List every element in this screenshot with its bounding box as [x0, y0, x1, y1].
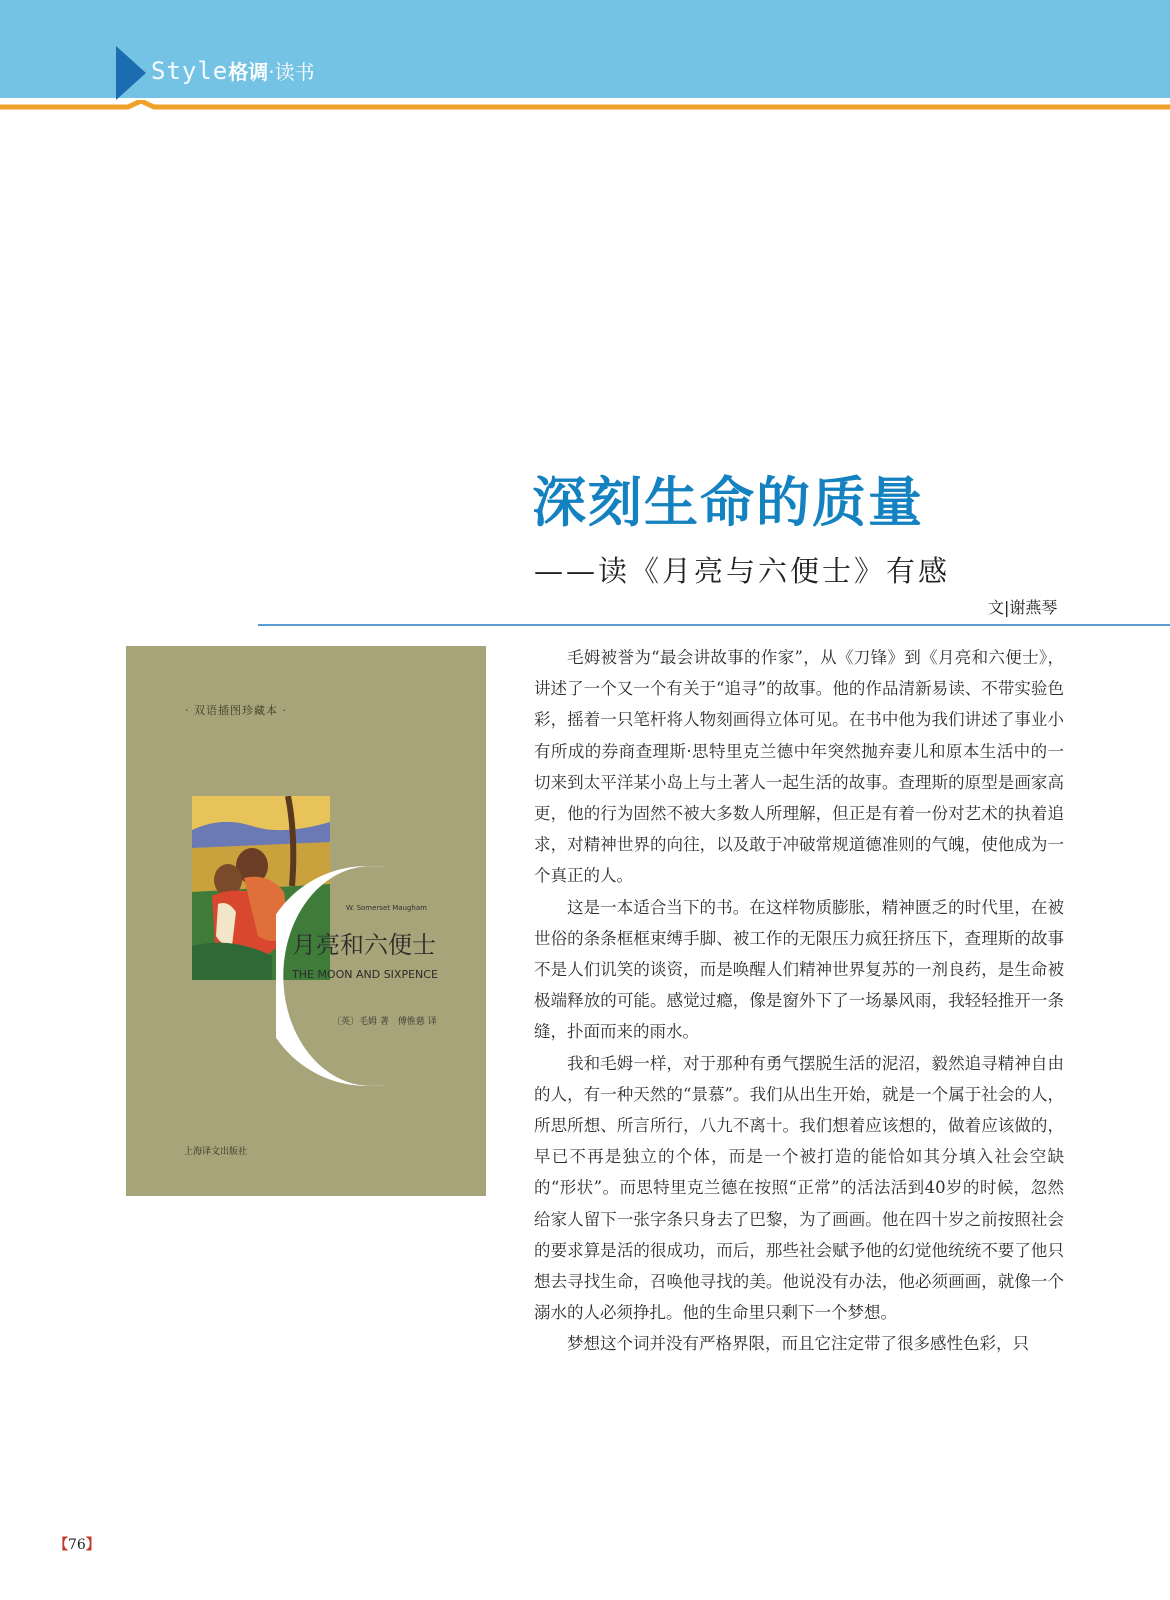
- page-number-value: 76: [68, 1537, 86, 1553]
- cover-title-en: THE MOON AND SIXPENCE: [292, 968, 438, 981]
- page-bracket-close: 】: [85, 1537, 100, 1553]
- section-label: [151, 56, 315, 87]
- article-body: [534, 642, 1064, 1360]
- cover-author-en: W. Somerset Maugham: [346, 904, 427, 912]
- title-rule: [258, 624, 1170, 626]
- header-accent-line: [0, 100, 1170, 112]
- section-name: 读书: [274, 60, 315, 84]
- cover-publisher: 上海译文出版社: [184, 1147, 248, 1157]
- article-title: 深刻生命的质量: [532, 470, 924, 534]
- category-label: 格调: [228, 60, 269, 84]
- article-subtitle: ——读《月亮与六便士》有感: [534, 554, 951, 588]
- style-label: Style: [151, 57, 229, 85]
- page-number: [54, 1534, 100, 1554]
- book-cover-image: [126, 646, 486, 1196]
- paragraph: 我和毛姆一样，对于那种有勇气摆脱生活的泥沼，毅然追寻精神自由的人，有一种天然的“景慕”。我们从出生开始，就是一个属于社会的人，所思所想、所言所行，八九不离十。我们想着应该想的，做着应该做的，早已不再是独立的个体，而是一个被打造的能恰如其分填入社会空缺的“形状”。而思特里克兰德在按照“正常”的活法活到40岁的时候，忽然给家人留下一张字条只身去了巴黎，为了画画。他在四十岁之前按照社会的要求算是活的很成功，而后，那些社会赋予他的幻觉他统统不要了他只想去寻找生命，召唤他寻找的美。他说没有办法，他必须画画，就像一个溺水的人必须挣扎。他的生命里只剩下一个梦想。: [534, 1053, 1064, 1323]
- cover-title-zh: 月亮和六便士: [292, 931, 436, 959]
- header-arrow-icon: [116, 46, 146, 100]
- byline: 文|谢燕琴: [988, 598, 1058, 617]
- paragraph: 毛姆被誉为“最会讲故事的作家”，从《刀锋》到《月亮和六便士》，讲述了一个又一个有关于“追寻”的故事。他的作品清新易读、不带实验色彩，摇着一只笔杆将人物刻画得立体可见。在书中他为我们讲述了事业小有所成的券商查理斯·思特里克兰德中年突然抛弃妻儿和原本生活中的一切来到太平洋某小岛上与土著人一起生活的故事。查理斯的原型是画家高更，他的行为固然不被大多数人所理解，但正是有着一份对艺术的执着追求，对精神世界的向往，以及敢于冲破常规道德准则的气魄，使他成为一个真正的人。: [534, 648, 1064, 886]
- paragraph: 这是一本适合当下的书。在这样物质膨胀，精神匮乏的时代里，在被世俗的条条框框束缚手脚、被工作的无限压力疯狂挤压下，查理斯的故事不是人们讥笑的谈资，而是唤醒人们精神世界复苏的一剂良药，是生命被极端释放的可能。感觉过瘾，像是窗外下了一场暴风雨，我轻轻推开一条缝，扑面而来的雨水。: [534, 897, 1064, 1042]
- cover-credits: 〔英〕毛姆 著 傅惟慈 译: [332, 1017, 437, 1027]
- page-bracket-open: 【: [54, 1537, 68, 1553]
- cover-series-label: · 双语插图珍藏本 ·: [185, 704, 287, 717]
- paragraph: 梦想这个词并没有严格界限，而且它注定带了很多感性色彩，只: [567, 1334, 1029, 1354]
- separator: ·: [268, 60, 275, 84]
